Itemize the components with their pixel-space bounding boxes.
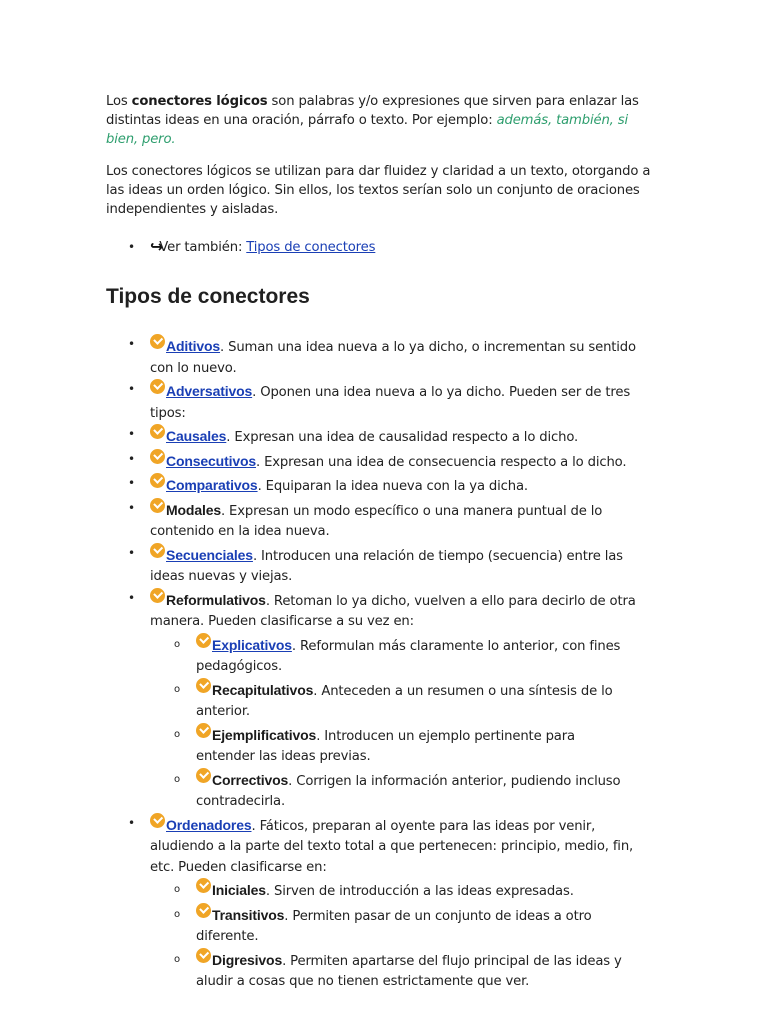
reformulativos-term: Reformulativos: [166, 591, 266, 608]
intro-lead: Los: [106, 94, 132, 109]
subtype-item-recapitulativos: [196, 678, 636, 723]
transitivos-term: Transitivos: [212, 906, 285, 923]
check-circle-icon: [150, 424, 165, 439]
intro-term: conectores lógicos: [131, 94, 268, 109]
iniciales-term: Iniciales: [212, 882, 266, 898]
item-description: . Permiten apartarse del flujo principal de las ideas y aludir a cosas que no tienen estrictamente que ver.: [196, 953, 622, 989]
intro-text: son palabras y/o expresiones que sirven para enlazar las distintas ideas en una oración, párrafo o texto. Por ejemplo:: [106, 94, 639, 128]
type-item-modales: [150, 498, 650, 543]
item-description: . Expresan un modo específico o una manera puntual de lo contenido en la idea nueva.: [150, 503, 603, 539]
type-item-aditivos: [150, 334, 650, 379]
intro-examples: además, también, si bien, pero.: [106, 113, 628, 147]
subtype-item-digresivos: [196, 948, 636, 993]
reformulativos-subtypes-list: [196, 633, 636, 813]
subtype-item-ejemplificativos: [196, 723, 636, 768]
check-circle-icon: [196, 723, 211, 738]
see-also-link[interactable]: Tipos de conectores: [246, 240, 376, 255]
intro-paragraph: [106, 92, 662, 149]
check-circle-icon: [196, 948, 211, 963]
check-circle-icon: [150, 334, 165, 349]
subtype-item-explicativos: [196, 633, 636, 678]
check-circle-icon: [150, 498, 165, 513]
check-circle-icon: [196, 768, 211, 783]
ordenadores-link[interactable]: Ordenadores: [166, 816, 252, 833]
aditivos-link[interactable]: Aditivos: [166, 338, 221, 354]
check-circle-icon: [150, 813, 165, 828]
check-circle-icon: [150, 473, 165, 488]
item-description: . Permiten pasar de un conjunto de ideas a otro diferente.: [196, 908, 592, 944]
type-item-consecutivos: [150, 449, 650, 474]
item-description: . Equiparan la idea nueva con la ya dicha.: [257, 479, 528, 494]
check-circle-icon: [150, 588, 165, 603]
connector-types-list: [150, 334, 650, 993]
comparativos-link[interactable]: Comparativos: [166, 477, 258, 493]
type-item-ordenadores: [150, 813, 650, 993]
correctivos-term: Correctivos: [212, 771, 289, 788]
check-circle-icon: [196, 678, 211, 693]
item-description: . Expresan una idea de causalidad respecto a lo dicho.: [226, 430, 579, 445]
check-circle-icon: [196, 633, 211, 648]
section-title: Tipos de conectores: [106, 285, 310, 308]
consecutivos-link[interactable]: Consecutivos: [166, 452, 256, 469]
subtype-item-correctivos: [196, 768, 636, 813]
ejemplificativos-term: Ejemplificativos: [212, 726, 317, 743]
item-description: . Anteceden a un resumen o una síntesis de lo anterior.: [196, 683, 613, 719]
item-description: . Corrigen la información anterior, pudiendo incluso contradecirla.: [196, 773, 621, 809]
see-also-label: Ver también:: [159, 240, 247, 255]
ordenadores-subtypes-list: [196, 878, 636, 993]
subtype-item-transitivos: [196, 903, 636, 948]
check-circle-icon: [196, 903, 211, 918]
recapitulativos-term: Recapitulativos: [212, 681, 314, 698]
item-description: . Reformulan más claramente lo anterior, con fines pedagógicos.: [196, 638, 621, 674]
check-circle-icon: [150, 379, 165, 394]
item-description: . Fáticos, preparan al oyente para las ideas por venir, aludiendo a la parte del texto total a que pertenecen: principio, medio, fin, etc. Pueden clasificarse en:: [150, 818, 634, 875]
type-item-secuenciales: [150, 543, 650, 588]
item-description: . Suman una idea nueva a lo ya dicho, o incrementan su sentido con lo nuevo.: [150, 340, 636, 376]
item-description: . Retoman lo ya dicho, vuelven a ello para decirlo de otra manera. Pueden clasificarse a su vez en:: [150, 593, 636, 629]
explicativos-link[interactable]: Explicativos: [212, 636, 292, 653]
see-also-list: [150, 237, 375, 259]
type-item-reformulativos: [150, 588, 650, 813]
type-item-comparativos: [150, 473, 650, 498]
adversativos-link[interactable]: Adversativos: [166, 383, 253, 399]
check-circle-icon: [150, 449, 165, 464]
item-description: . Sirven de introducción a las ideas expresadas.: [265, 884, 574, 899]
secuenciales-link[interactable]: Secuenciales: [166, 546, 253, 563]
check-circle-icon: [196, 878, 211, 893]
arrow-icon: ↪: [150, 237, 164, 256]
digresivos-term: Digresivos: [212, 951, 283, 968]
causales-link[interactable]: Causales: [166, 428, 227, 444]
item-description: . Introducen un ejemplo pertinente para entender las ideas previas.: [196, 728, 575, 764]
see-also-item: [150, 237, 375, 259]
check-circle-icon: [150, 543, 165, 558]
item-description: . Oponen una idea nueva a lo ya dicho. Pueden ser de tres tipos:: [150, 385, 631, 421]
item-description: . Introducen una relación de tiempo (secuencia) entre las ideas nuevas y viejas.: [150, 548, 623, 584]
item-description: . Expresan una idea de consecuencia respecto a lo dicho.: [256, 454, 627, 470]
purpose-paragraph: Los conectores lógicos se utilizan para dar fluidez y claridad a un texto, otorgando a las ideas un orden lógico. Sin ellos, los textos serían solo un conjunto de oraciones independientes y aisladas.: [106, 164, 651, 217]
type-item-causales: [150, 424, 650, 449]
modales-term: Modales: [166, 501, 221, 518]
subtype-item-iniciales: [196, 878, 636, 903]
type-item-adversativos: [150, 379, 650, 424]
